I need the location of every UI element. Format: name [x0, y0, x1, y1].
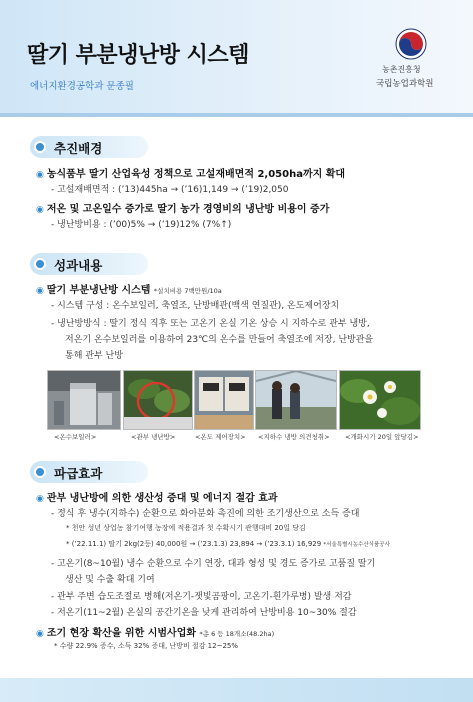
sub-method-line2: 저온기 온수보일러를 이용하여 23℃의 온수를 만들어 축열조에 저장, 난방관을	[65, 335, 374, 345]
photo-hot-water-boiler	[47, 370, 121, 430]
note-first-harvest: * 천안 성년 상업농 참기여행 농장에 적용결과 첫 수확시기 관행대비 20일 당김	[66, 524, 306, 532]
sub-method-line3: 통해 관부 난방	[65, 351, 123, 361]
header-divider	[0, 113, 473, 117]
org-name-naas: 국립농업과학원	[376, 79, 434, 89]
photo-groundwater-cooling	[255, 370, 337, 430]
photo-temperature-controller	[194, 370, 254, 430]
sub-heating-cost: - 냉난방비용 : (’00)5% → (’19)12% (7%↑)	[51, 220, 232, 230]
government-emblem-icon	[395, 28, 427, 60]
bullet-circle-icon: ◉	[36, 494, 44, 504]
org-name-rda: 농촌진흥청	[382, 65, 421, 74]
section-title: 성과내용	[54, 258, 103, 273]
bullet-circle-icon: ◉	[36, 170, 44, 180]
sub-cultivation-area: - 고설재배면적 : (’13)445ha → (’16)1,149 → (’19)2,050	[51, 185, 289, 195]
bullet-circle-icon: ◉	[36, 629, 44, 639]
sub-method-line1: - 냉난방방식 : 딸기 정식 직후 또는 고온기 온실 기온 상승 시 지하수로 관부 냉방,	[51, 319, 370, 329]
sub-early-production: - 정식 후 냉수(지하수) 순환으로 화아분화 촉진에 의한 조기생산으로 소득 증대	[51, 509, 360, 519]
note-pilot-results: * 수량 22.9% 증수, 소득 32% 증대, 난방비 절감 12~25%	[54, 642, 239, 650]
section-bullet-icon	[34, 466, 46, 478]
section-header-effects	[30, 461, 148, 483]
caption-controller: <온도 제어장치>	[195, 433, 246, 441]
section-title: 파급효과	[54, 466, 103, 481]
section-header-background	[30, 136, 148, 158]
footer-band	[0, 678, 473, 702]
section-header-results	[30, 253, 148, 275]
bullet-circle-icon: ◉	[36, 205, 44, 215]
sub-heating-saving: - 저온기(11~2월) 온실의 공간기온을 낮게 관리하여 난방비용 10~30% 절감	[51, 608, 357, 618]
page-title: 딸기 부분냉난방 시스템	[27, 43, 249, 68]
bullet-pilot-project: ◉ 조기 현장 확산을 위한 시범사업화 *총 6 등 18개소(48.2ha)	[36, 628, 275, 639]
caption-flowering: <개화시기 20일 앞당김>	[345, 433, 419, 441]
caption-root-zone: <관부 냉난방>	[131, 433, 176, 441]
note-price: * (’22.11.1) 딸기 2kg(2등) 40,000원 → (’23.1.3) 23,894 → (’23.3.1) 16,929 *서울특별시농수산식품공사	[66, 540, 390, 548]
caption-boiler: <온수보일러>	[54, 433, 97, 441]
department-author: 에너지환경공학과 문종필	[30, 81, 134, 92]
bullet-productivity: ◉ 관부 냉난방에 의한 생산성 증대 및 에너지 절감 효과	[36, 493, 278, 504]
section-bullet-icon	[34, 141, 46, 153]
photo-root-zone-heating	[123, 370, 193, 430]
section-bullet-icon	[34, 258, 46, 270]
photo-early-flowering	[339, 370, 421, 430]
sub-disease-reduction: - 관부 주변 습도조절로 병해(저온기-잿빛곰팡이, 고온기-흰가루병) 발생 저감	[51, 592, 352, 602]
sub-quality-line2: 생산 및 수출 확대 기여	[65, 575, 155, 585]
bullet-policy: ◉ 농식품부 딸기 산업육성 정책으로 고설재배면적 2,050ha까지 확대	[36, 169, 346, 180]
bullet-circle-icon: ◉	[36, 286, 44, 296]
caption-cooling: <지하수 냉방 의견청취>	[258, 433, 330, 441]
sub-system-components: - 시스템 구성 : 온수보일러, 축열조, 난방배관(백색 연질관), 온도제어장치	[51, 301, 340, 311]
bullet-cost: ◉ 저온 및 고온일수 증가로 딸기 농가 경영비의 냉난방 비용이 증가	[36, 204, 330, 215]
bullet-system: ◉ 딸기 부분냉난방 시스템 *설치비용 7백만원/10a	[36, 285, 222, 296]
section-title: 추진배경	[54, 141, 103, 156]
sub-quality-line1: - 고온기(8~10월) 냉수 순환으로 수기 연장, 대과 형성 및 경도 증가로 고품질 딸기	[51, 559, 376, 569]
